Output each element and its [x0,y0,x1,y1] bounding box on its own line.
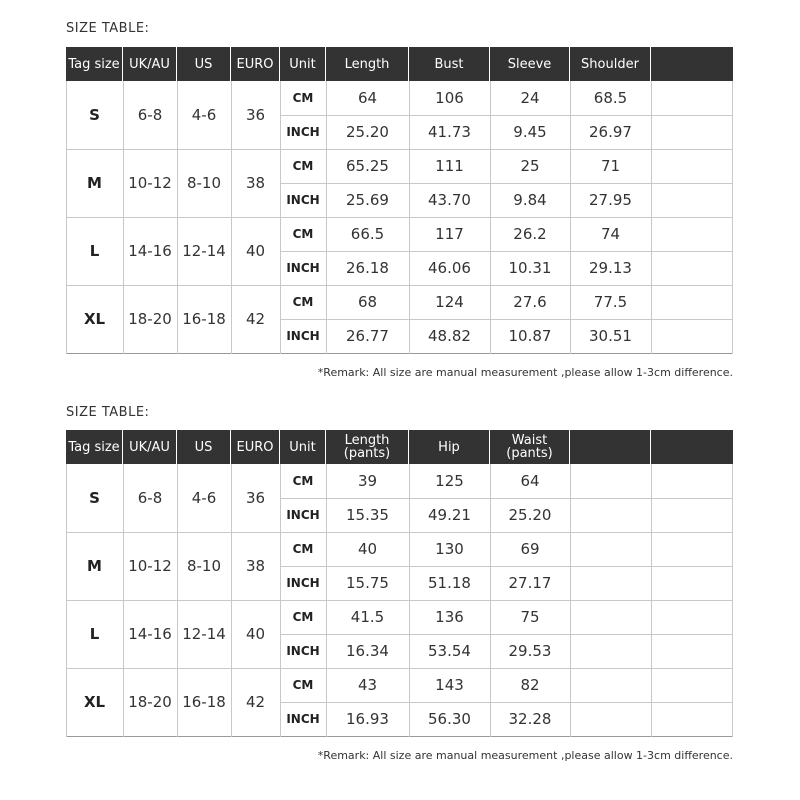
measurement-cell: 9.45 [513,123,547,141]
measurement-cell: 143 [435,676,464,694]
measurement-cell [651,600,733,634]
measurement-cell: 49.21 [428,506,471,524]
measurement-cell: 16.34 [346,642,389,660]
euro-cell: 36 [245,489,266,507]
size-cell: L [89,242,100,260]
measurement-cell [651,532,733,566]
measurement-cell [651,217,733,251]
header-cell: Waist (pants) [490,430,570,464]
size-table-title-2: SIZE TABLE: [66,405,150,420]
unit-cell: CM [292,91,314,105]
measurement-cell: 106 [435,89,464,107]
measurement-cell: 29.53 [508,642,552,660]
measurement-cell [570,600,651,634]
measurement-cell [651,702,733,736]
size-cell: M [87,174,102,192]
header-cell: Shoulder [570,47,651,81]
row-divider [280,634,733,635]
measurement-cell: 10.31 [508,259,552,277]
uk-au-cell: 14-16 [128,242,172,260]
size-cell: S [89,106,100,124]
unit-cell: CM [292,159,314,173]
header-cell: EURO [231,47,280,81]
column-divider [651,81,652,354]
unit-cell: CM [292,295,314,309]
measurement-cell: 69 [520,540,540,558]
unit-cell: CM [292,474,314,488]
unit-cell: INCH [286,329,320,343]
header-cell: US [177,47,231,81]
size-cell: L [89,625,100,643]
measurement-cell: 29.13 [589,259,632,277]
header-cell: Sleeve [490,47,570,81]
euro-cell: 42 [245,310,266,328]
unit-cell: CM [292,227,314,241]
column-divider [651,464,652,737]
measurement-cell: 74 [600,225,621,243]
column-divider [123,464,124,737]
us-cell: 16-18 [182,693,226,711]
euro-cell: 40 [245,625,266,643]
measurement-cell: 27.17 [508,574,552,592]
column-divider [732,464,733,737]
measurement-cell: 40 [357,540,378,558]
measurement-cell: 68.5 [593,89,628,107]
measurement-cell: 16.93 [346,710,389,728]
unit-cell: INCH [286,193,320,207]
column-divider [570,464,571,737]
row-divider [280,702,733,703]
row-divider [280,319,733,320]
euro-cell: 38 [245,174,266,192]
column-divider [123,81,124,354]
header-cell: Unit [280,430,326,464]
uk-au-cell: 6-8 [137,489,163,507]
measurement-cell: 26.2 [513,225,547,243]
measurement-cell: 82 [520,676,540,694]
header-cell [570,430,651,464]
unit-cell: CM [292,678,314,692]
measurement-cell: 32.28 [508,710,552,728]
column-divider [66,81,67,354]
size-cell: M [87,557,102,575]
header-cell: UK/AU [123,430,177,464]
column-divider [231,81,232,354]
us-cell: 12-14 [182,625,226,643]
measurement-cell [651,498,733,532]
measurement-cell [651,566,733,600]
measurement-cell: 65.25 [346,157,389,175]
measurement-cell [651,251,733,285]
measurement-cell [570,702,651,736]
measurement-cell: 111 [435,157,464,175]
measurement-cell: 27.95 [589,191,632,209]
measurement-cell: 64 [520,472,540,490]
measurement-cell: 26.97 [589,123,632,141]
unit-cell: INCH [286,125,320,139]
measurement-cell: 9.84 [513,191,547,209]
size-table-pants [66,430,733,737]
unit-cell: CM [292,610,314,624]
row-divider [280,183,733,184]
measurement-cell: 25.20 [508,506,552,524]
measurement-cell: 56.30 [428,710,471,728]
size-table-tops [66,47,733,354]
measurement-cell: 136 [435,608,464,626]
us-cell: 8-10 [186,174,222,192]
column-divider [177,81,178,354]
size-cell: XL [83,310,106,328]
uk-au-cell: 14-16 [128,625,172,643]
measurement-cell [651,149,733,183]
column-divider [490,464,491,737]
size-table-title-1: SIZE TABLE: [66,21,150,36]
measurement-cell: 26.18 [346,259,389,277]
measurement-cell: 77.5 [593,293,628,311]
measurement-cell: 41.5 [350,608,385,626]
row-divider [280,566,733,567]
measurement-cell: 43.70 [428,191,471,209]
unit-cell: INCH [286,576,320,590]
us-cell: 16-18 [182,310,226,328]
column-divider [570,81,571,354]
measurement-cell: 53.54 [428,642,471,660]
unit-cell: INCH [286,644,320,658]
uk-au-cell: 10-12 [128,557,172,575]
remark-note-2: *Remark: All size are manual measurement ,please allow 1-3cm difference. [317,749,733,762]
uk-au-cell: 18-20 [128,310,172,328]
measurement-cell [651,319,733,353]
header-cell: Tag size [66,47,123,81]
measurement-cell [570,532,651,566]
us-cell: 4-6 [191,106,217,124]
header-cell: Length [326,47,409,81]
column-divider [280,81,281,354]
header-cell: Hip [409,430,490,464]
measurement-cell [651,115,733,149]
header-cell [651,430,733,464]
measurement-cell [570,668,651,702]
measurement-cell: 43 [357,676,378,694]
table-header [66,47,733,81]
measurement-cell: 71 [600,157,621,175]
measurement-cell: 130 [435,540,464,558]
measurement-cell [651,285,733,319]
header-cell: Tag size [66,430,123,464]
measurement-cell: 125 [435,472,464,490]
measurement-cell [651,81,733,115]
column-divider [177,464,178,737]
measurement-cell: 25.69 [346,191,389,209]
column-divider [732,81,733,354]
euro-cell: 42 [245,693,266,711]
measurement-cell: 48.82 [428,327,471,345]
measurement-cell: 75 [520,608,540,626]
us-cell: 8-10 [186,557,222,575]
header-cell [651,47,733,81]
us-cell: 12-14 [182,242,226,260]
measurement-cell [651,464,733,498]
table-header [66,430,733,464]
measurement-cell: 39 [357,472,378,490]
column-divider [280,464,281,737]
measurement-cell: 25.20 [346,123,389,141]
unit-cell: CM [292,542,314,556]
unit-cell: INCH [286,261,320,275]
measurement-cell: 27.6 [513,293,547,311]
measurement-cell: 46.06 [428,259,471,277]
measurement-cell [651,668,733,702]
header-cell: EURO [231,430,280,464]
unit-cell: INCH [286,508,320,522]
unit-cell: INCH [286,712,320,726]
euro-cell: 36 [245,106,266,124]
column-divider [409,81,410,354]
header-cell: Length (pants) [326,430,409,464]
column-divider [231,464,232,737]
measurement-cell: 64 [357,89,378,107]
measurement-cell: 66.5 [350,225,385,243]
column-divider [409,464,410,737]
measurement-cell: 51.18 [428,574,471,592]
measurement-cell [570,566,651,600]
euro-cell: 40 [245,242,266,260]
measurement-cell: 25 [520,157,540,175]
uk-au-cell: 10-12 [128,174,172,192]
euro-cell: 38 [245,557,266,575]
row-divider [66,353,733,354]
row-divider [280,498,733,499]
measurement-cell: 41.73 [428,123,471,141]
measurement-cell [651,634,733,668]
measurement-cell [651,183,733,217]
header-cell: Unit [280,47,326,81]
measurement-cell: 68 [357,293,378,311]
size-cell: S [89,489,100,507]
measurement-cell: 30.51 [589,327,632,345]
size-cell: XL [83,693,106,711]
measurement-cell: 15.75 [346,574,389,592]
column-divider [326,464,327,737]
column-divider [66,464,67,737]
row-divider [280,115,733,116]
measurement-cell [570,498,651,532]
column-divider [490,81,491,354]
measurement-cell [570,464,651,498]
header-cell: UK/AU [123,47,177,81]
header-cell: Bust [409,47,490,81]
row-divider [280,251,733,252]
measurement-cell: 24 [520,89,540,107]
measurement-cell [570,634,651,668]
header-cell: US [177,430,231,464]
us-cell: 4-6 [191,489,217,507]
remark-note-1: *Remark: All size are manual measurement ,please allow 1-3cm difference. [317,366,733,379]
uk-au-cell: 18-20 [128,693,172,711]
measurement-cell: 26.77 [346,327,389,345]
uk-au-cell: 6-8 [137,106,163,124]
column-divider [326,81,327,354]
row-divider [66,736,733,737]
measurement-cell: 117 [435,225,464,243]
measurement-cell: 124 [435,293,464,311]
measurement-cell: 15.35 [346,506,389,524]
measurement-cell: 10.87 [508,327,552,345]
